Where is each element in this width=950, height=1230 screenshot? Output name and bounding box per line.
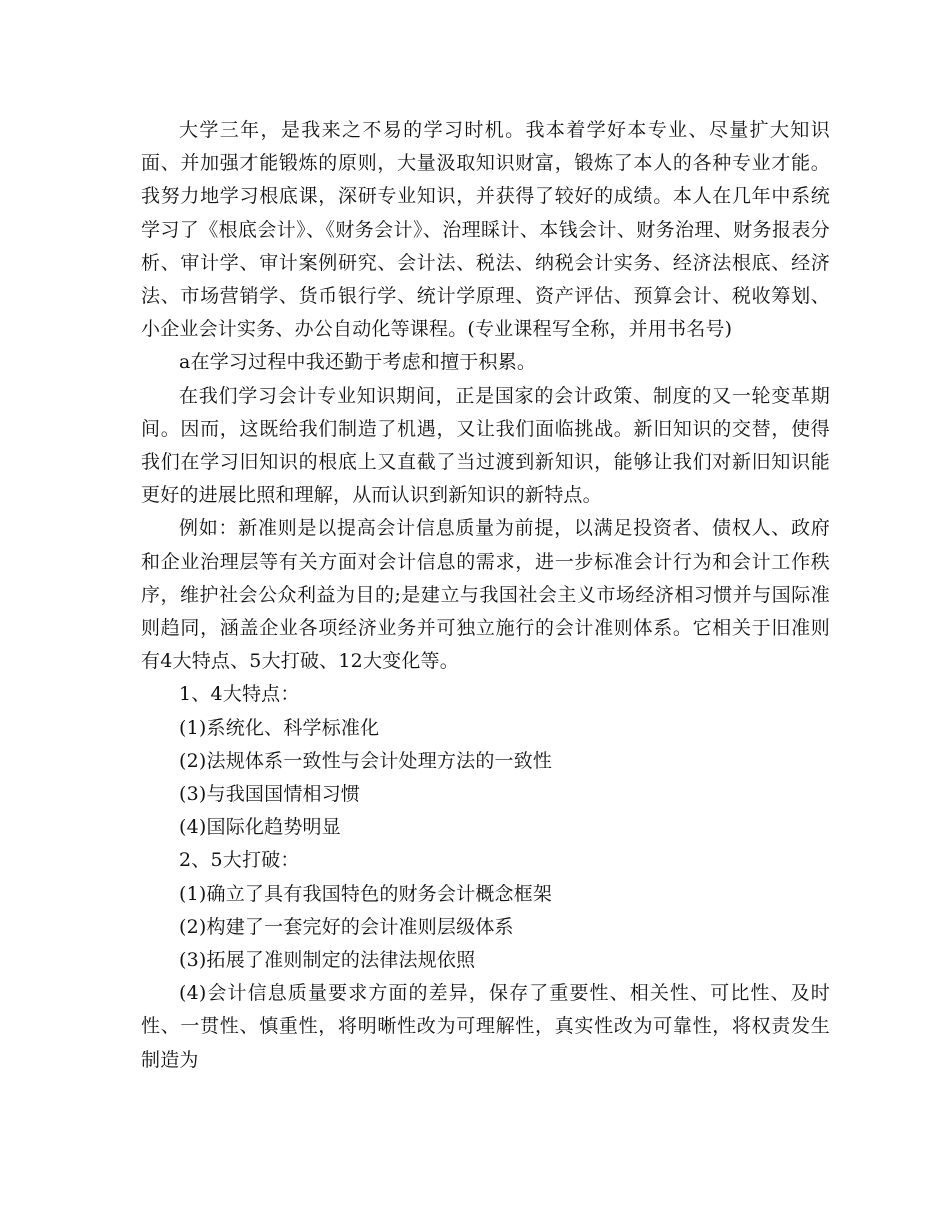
feature-item: (1)系统化、科学标准化 [179,716,380,739]
breakthroughs-heading: 2、5大打破： [179,849,300,872]
paragraph-study-overview: 大学三年，是我来之不易的学习时机。我本着学好本专业、尽量扩大知识面、并加强才能锻炼的原则，大量汲取知识财富，锻炼了本人的各种专业才能。我努力地学习根底课，深研专业知识，并获得了较好的成绩。本人在几年中系统学习了《根底会计》、《财务会计》、治理睬计、本钱会计、财务治理、财务报表分析、审计学、审计案例研究、会计法、税法、纳税会计实务、经济法根底、经济法、市场营销学、货币银行学、统计学原理、资产评估、预算会计、税收筹划、小企业会计实务、办公自动化等课程。(专业课程写全称，并用书名号) [141,119,830,341]
breakthrough-item: (1)确立了具有我国特色的财务会计概念框架 [179,882,553,905]
feature-item: (3)与我国国情相习惯 [179,783,361,806]
feature-item: (4)国际化趋势明显 [179,816,341,839]
paragraph-new-standard-example: 例如：新准则是以提高会计信息质量为前提，以满足投资者、债权人、政府和企业治理层等有关方面对会计信息的需求，进一步标准会计行为和会计工作秩序，维护社会公众利益为目的;是建立与我国社会主义市场经济相习惯并与国际准则趋同，涵盖企业各项经济业务并可独立施行的会计准则体系。它相关于旧准则有4大特点、5大打破、12大变化等。 [141,517,830,673]
breakthrough-item: (2)构建了一套完好的会计准则层级体系 [179,915,514,938]
breakthrough-item: (4)会计信息质量要求方面的差异，保存了重要性、相关性、可比性、及时性、一贯性、慎重性，将明晰性改为可理解性，真实性改为可靠性，将权责发生制造为 [141,982,830,1071]
features-heading: 1、4大特点： [179,683,300,706]
breakthrough-item: (3)拓展了准则制定的法律法规依照 [179,949,476,972]
paragraph-reform-period: 在我们学习会计专业知识期间，正是国家的会计政策、制度的又一轮变革期间。因而，这既给我们制造了机遇，又让我们面临挑战。新旧知识的交替，使得我们在学习旧知识的根底上又直截了当过渡到新知识，能够让我们对新旧知识能更好的进展比照和理解，从而认识到新知识的新特点。 [141,384,830,507]
paragraph-thinking-habit: a在学习过程中我还勤于考虑和擅于积累。 [179,351,537,374]
feature-item: (2)法规体系一致性与会计处理方法的一致性 [179,749,553,772]
